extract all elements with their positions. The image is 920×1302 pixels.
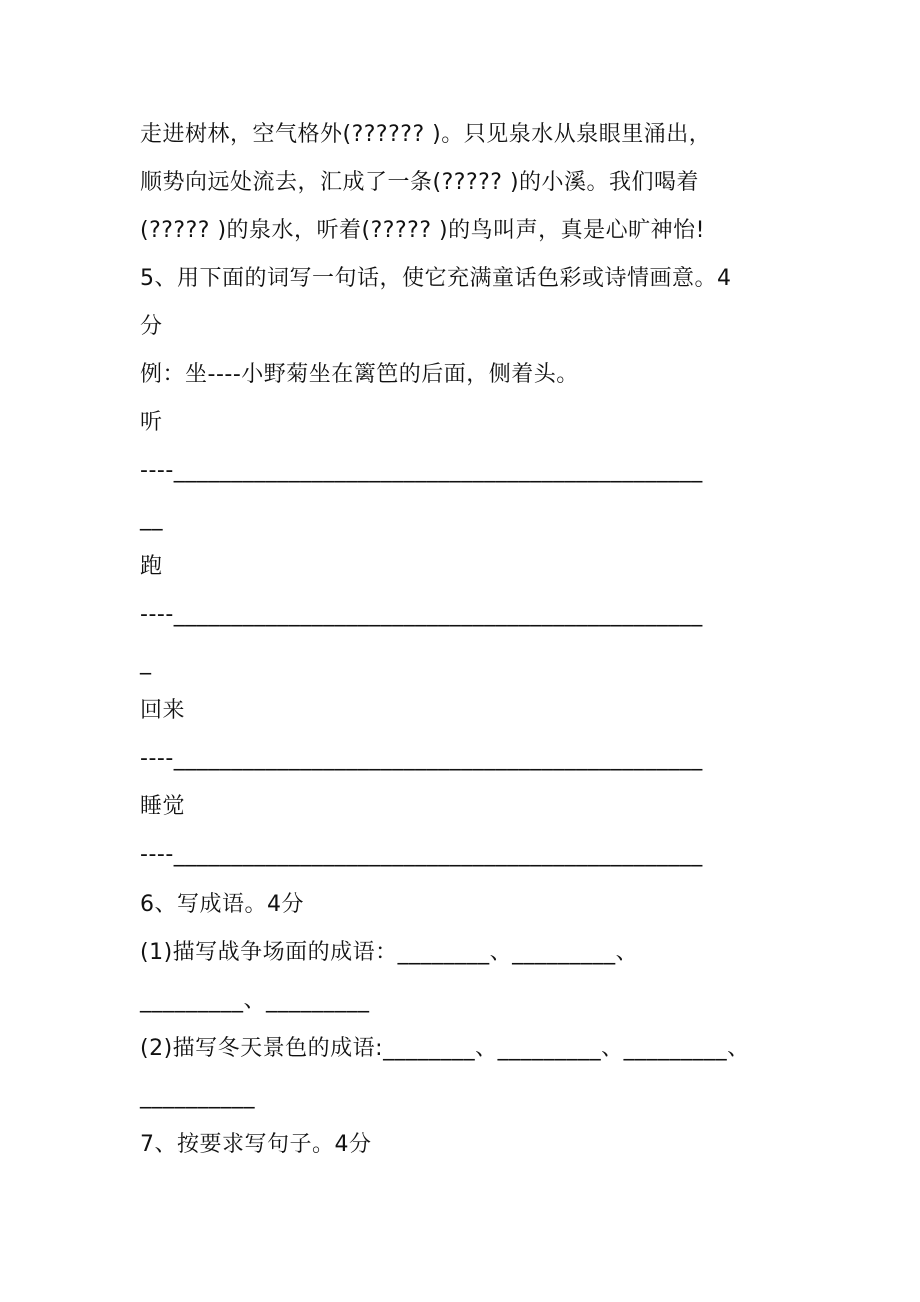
q5-word-run: 跑 <box>140 554 163 579</box>
q6-sub1-line-2: _________、_________ <box>140 988 370 1013</box>
q6-sub2-line-1: (2)描写冬天景色的成语:________、_________、_________、 <box>140 1036 750 1061</box>
passage-line-1: 走进树林，空气格外(?????? )。只见泉水从泉眼里涌出， <box>140 122 712 147</box>
question-5-title-continued: 分 <box>140 314 163 339</box>
q5-answer-line-come-back: ----______________________________________________ <box>140 746 703 771</box>
q5-answer-line-run-tail: _ <box>140 650 152 675</box>
passage-line-3: (????? )的泉水，听着(????? )的鸟叫声，真是心旷神怡! <box>140 218 705 243</box>
q5-word-come-back: 回来 <box>140 698 186 723</box>
question-5-example: 例：坐----小野菊坐在篱笆的后面，侧着头。 <box>140 362 579 387</box>
q5-word-sleep: 睡觉 <box>140 794 186 819</box>
q6-sub1-line-1: (1)描写战争场面的成语：________、_________、 <box>140 940 639 965</box>
q5-answer-line-listen: ----______________________________________________ <box>140 458 703 483</box>
passage-line-2: 顺势向远处流去，汇成了一条(????? )的小溪。我们喝着 <box>140 170 700 195</box>
question-6-title: 6、写成语。4分 <box>140 892 304 917</box>
q5-word-listen: 听 <box>140 410 163 435</box>
q6-sub2-line-2: __________ <box>140 1084 255 1109</box>
q5-answer-line-listen-tail: __ <box>140 506 163 531</box>
q5-answer-line-sleep: ----______________________________________________ <box>140 842 703 867</box>
question-5-title: 5、用下面的词写一句话，使它充满童话色彩或诗情画意。4 <box>140 266 732 291</box>
question-7-title: 7、按要求写句子。4分 <box>140 1132 372 1157</box>
q5-answer-line-run: ----______________________________________________ <box>140 602 703 627</box>
